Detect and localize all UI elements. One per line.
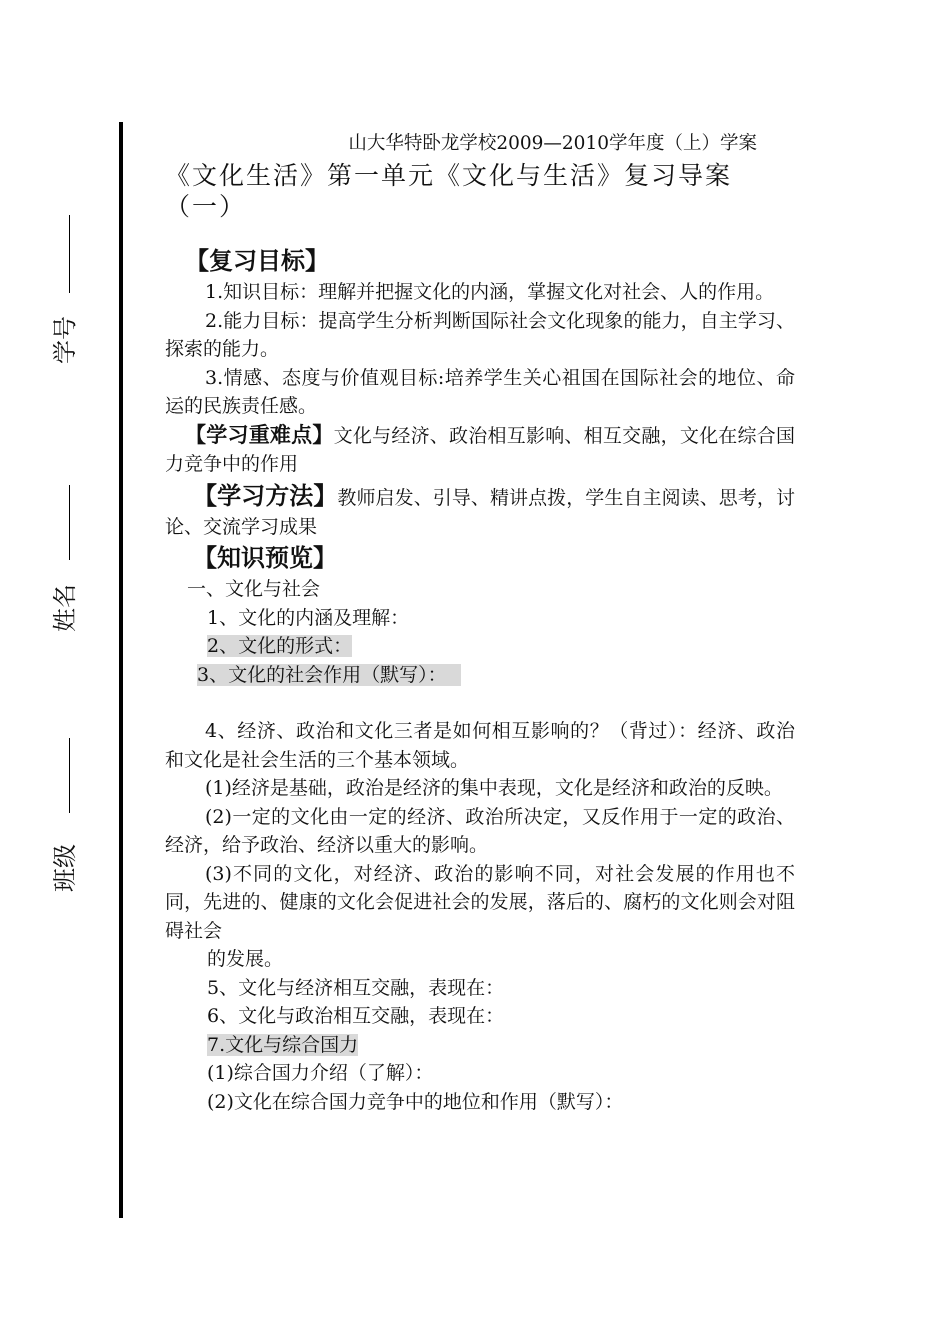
objective-item: 3.情感、态度与价值观目标:培养学生关心祖国在国际社会的地位、命运的民族责任感。	[165, 366, 795, 417]
objective-item: 1.知识目标：理解并把握文化的内涵，掌握文化对社会、人的作用。	[205, 281, 775, 303]
key-points-heading: 【学习重难点】	[185, 422, 334, 447]
document-body	[165, 128, 795, 1116]
class-label: 班级	[51, 844, 79, 892]
name-blank-line[interactable]	[69, 485, 70, 560]
preview-subpoint: (3)不同的文化，对经济、政治的影响不同，对社会发展的作用也不同，先进的、健康的文化会促进社会的发展，落后的、腐朽的文化则会对阻碍社会	[165, 862, 795, 942]
method-text: 教师启发、引导、精讲点拨，学生自主阅读、思考，讨论、交流学习成果	[165, 486, 795, 538]
preview-question: 5、文化与经济相互交融，表现在：	[207, 976, 505, 999]
preview-question	[165, 661, 795, 690]
student-id-label: 学号	[51, 316, 79, 364]
preview-subpoint: (2)文化在综合国力竞争中的地位和作用（默写）：	[207, 1090, 624, 1113]
key-points-paragraph	[165, 421, 795, 479]
class-blank-line[interactable]	[69, 738, 70, 813]
method-paragraph	[165, 479, 795, 542]
preview-question	[165, 1031, 795, 1060]
binding-margin-rule	[119, 122, 123, 1218]
page-title: 《文化生活》第一单元《文化与生活》复习导案（一）	[165, 161, 733, 221]
preview-question: 1、文化的内涵及理解：	[207, 606, 410, 629]
method-heading: 【学习方法】	[193, 481, 338, 510]
preview-subpoint-continuation: 的发展。	[207, 948, 284, 970]
school-line: 山大华特卧龙学校2009—2010学年度（上）学案	[348, 133, 757, 154]
objective-item: 2.能力目标：提高学生分析判断国际社会文化现象的能力，自主学习、探索的能力。	[165, 309, 795, 360]
section-title: 一、文化与社会	[187, 578, 321, 600]
highlighted-text: 7.文化与综合国力	[207, 1033, 359, 1056]
preview-heading: 【知识预览】	[193, 544, 337, 572]
preview-question: 6、文化与政治相互交融，表现在：	[207, 1005, 505, 1027]
preview-question	[165, 632, 795, 661]
preview-subpoint: (1)综合国力介绍（了解）：	[207, 1062, 434, 1084]
preview-subpoint: (1)经济是基础，政治是经济的集中表现，文化是经济和政治的反映。	[205, 777, 783, 799]
answer-space	[165, 689, 795, 717]
highlighted-text: 2、文化的形式：	[207, 635, 353, 657]
preview-question: 4、经济、政治和文化三者是如何相互影响的？（背过）：经济、政治和文化是社会生活的三个基本领域。	[165, 720, 795, 771]
highlighted-text: 3、文化的社会作用（默写）：	[197, 664, 461, 686]
preview-subpoint: (2)一定的文化由一定的经济、政治所决定，又反作用于一定的政治、经济，给予政治、经济以重大的影响。	[165, 805, 795, 856]
objectives-heading: 【复习目标】	[185, 247, 329, 275]
student-id-blank-line[interactable]	[69, 215, 70, 293]
key-points-text: 文化与经济、政治相互影响、相互交融，文化在综合国力竞争中的作用	[165, 424, 795, 475]
name-label: 姓名	[51, 584, 79, 632]
